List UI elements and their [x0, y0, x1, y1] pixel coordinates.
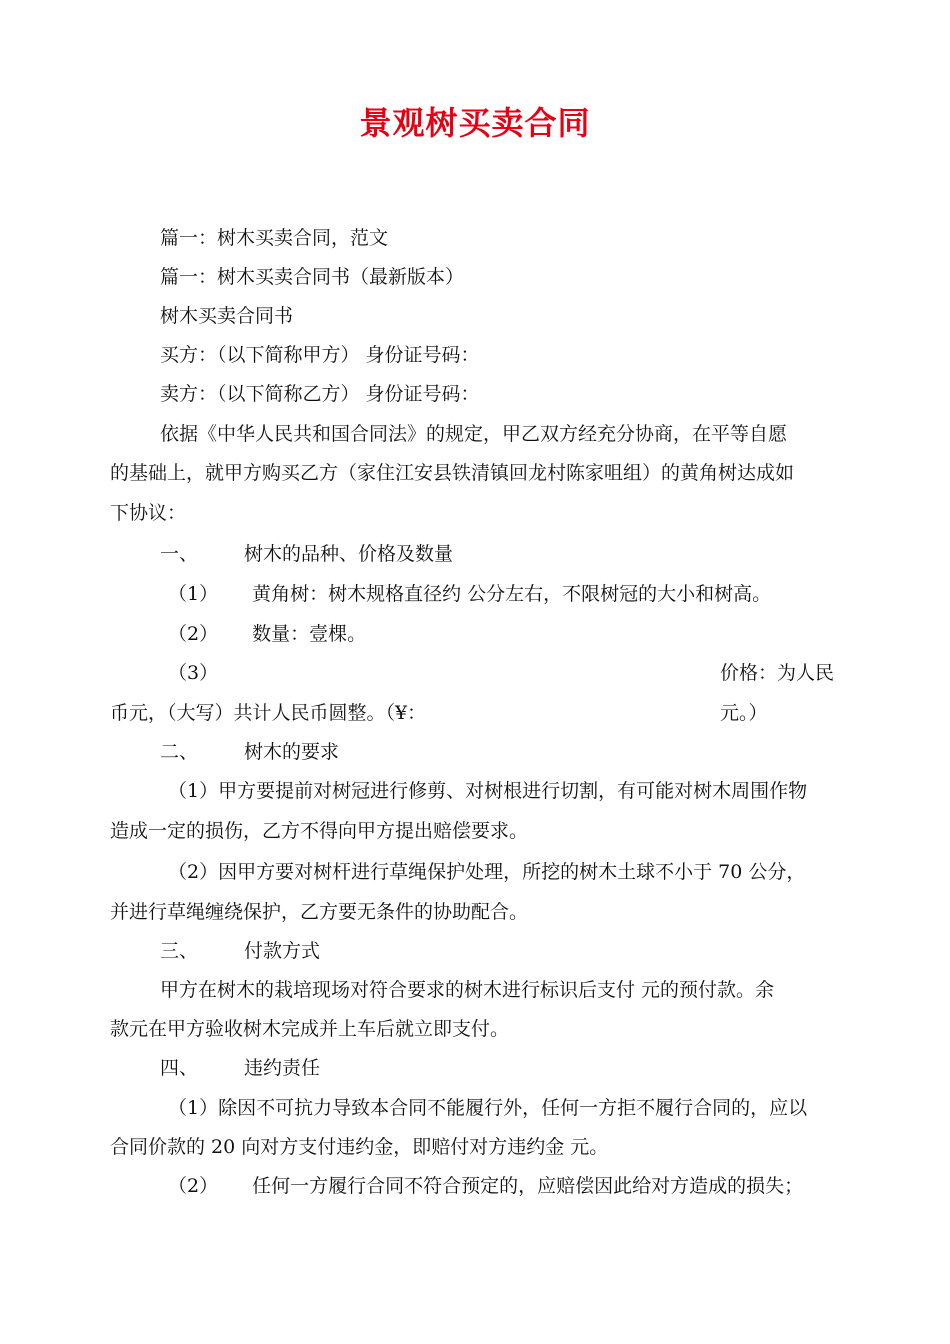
section-number: 二、 [160, 741, 199, 763]
section-title: 违约责任 [244, 1057, 321, 1079]
text-line: 的基础上，就甲方购买乙方（家住江安县铁清镇回龙村陈家咀组）的黄角树达成如 [110, 462, 795, 484]
clause-line [168, 1173, 803, 1199]
text-line: 款元在甲方验收树木完成并上车后就立即支付。 [110, 1018, 510, 1040]
section-heading [160, 1055, 320, 1081]
section-title: 付款方式 [244, 940, 321, 962]
section-heading [160, 739, 339, 765]
section-number: 四、 [160, 1057, 199, 1079]
clause-line [168, 581, 771, 607]
section-number: 三、 [160, 940, 199, 962]
clause-text: 数量：壹棵。 [252, 623, 367, 645]
section-heading [160, 938, 320, 964]
text-line: （1）除因不可抗力导致本合同不能履行外，任何一方拒不履行合同的，应以 [168, 1097, 808, 1119]
text-line: 元。） [720, 702, 768, 724]
text-line: 下协议： [110, 502, 187, 524]
text-line: 篇一：树木买卖合同书（最新版本） [160, 266, 465, 288]
text-line: 并进行草绳缠绕保护，乙方要无条件的协助配合。 [110, 901, 529, 923]
text-line: 币元，（大写）共计人民币圆整。（¥： [110, 702, 427, 724]
clause-line [168, 621, 366, 647]
section-title: 树木的要求 [244, 741, 340, 763]
text-line: 甲方在树木的栽培现场对符合要求的树木进行标识后支付 元的预付款。余 [160, 979, 775, 1001]
clause-text: 黄角树：树木规格直径约 公分左右，不限树冠的大小和树高。 [252, 583, 772, 605]
clause-number: （2） [168, 623, 219, 645]
text-line: 买方：（以下简称甲方） 身份证号码： [160, 344, 480, 366]
clause-text: 价格：为人民 [720, 662, 835, 684]
clause-number: （1） [168, 583, 219, 605]
clause-number: （3） [168, 662, 219, 684]
text-line: （2）因甲方要对树杆进行草绳保护处理，所挖的树木土球不小于 70 公分， [168, 861, 806, 883]
section-heading [160, 541, 453, 567]
text-line: 造成一定的损伤，乙方不得向甲方提出赔偿要求。 [110, 820, 529, 842]
text-line: 树木买卖合同书 [160, 305, 294, 327]
section-number: 一、 [160, 543, 199, 565]
clause-number: （2） [168, 1175, 219, 1197]
text-line: 合同价款的 20 向对方支付违约金，即赔付对方违约金 元。 [110, 1136, 609, 1158]
section-title: 树木的品种、价格及数量 [244, 543, 454, 565]
text-line: 卖方：（以下简称乙方） 身份证号码： [160, 383, 480, 405]
page-title: 景观树买卖合同 [359, 104, 591, 142]
text-line: （1）甲方要提前对树冠进行修剪、对树根进行切割，有可能对树木周围作物 [168, 780, 808, 802]
text-line: 依据《中华人民共和国合同法》的规定，甲乙双方经充分协商，在平等自愿 [160, 423, 788, 445]
text-line: 篇一：树木买卖合同，范文 [160, 227, 389, 249]
clause-text: 任何一方履行合同不符合预定的，应赔偿因此给对方造成的损失； [252, 1175, 804, 1197]
